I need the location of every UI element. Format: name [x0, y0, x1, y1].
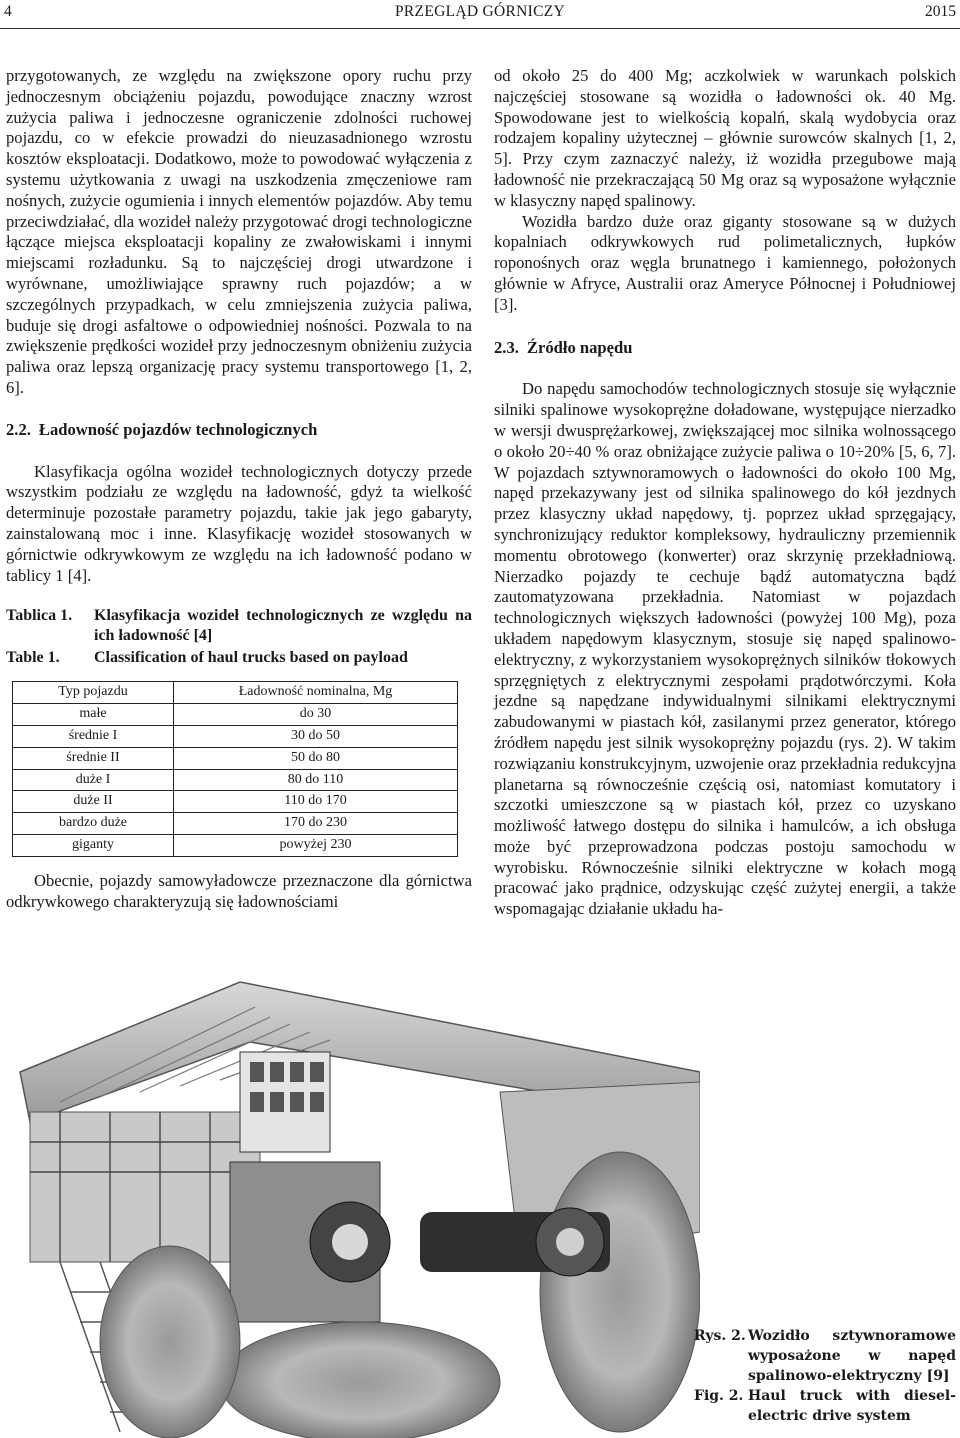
table-title-pl: Klasyfikacja wozideł technologicznych ze względu na ich ładowność [4] [94, 607, 472, 645]
journal-title: PRZEGLĄD GÓRNICZY [395, 3, 565, 20]
section-number: 2.3. [494, 337, 519, 357]
paragraph: przygotowanych, ze względu na zwiększone opory ruchu przy jednoczesnym obciążeniu pojazdu, powodujące znaczny wzrost zużycia paliwa i jednoczesne ograniczenie zdolności ruchowej pojazdu, co w efekcie prowadzi do nieuzasadnionego wzrostu kosztów eksploatacji. Dodatkowo, może to powodować wyłączenia z systemu użytkowania z uwagi na uszkodzenia zmęczeniowe ram nośnych, zużycie ogumienia i innych elementów pojazdów. Aby temu przeciwdziałać, dla wozideł należy przygotować drogi technologiczne łączące miejsca eksploatacji kopaliny ze zwałowiskami i innymi miejscami rozładunku. Są to najczęściej drogi utwardzone i wyrównane, umożliwiające sprawny ruch pojazdów; a w szczególnych przypadkach, w celu zmniejszenia zużycia paliwa, buduje się drogi asfaltowe o odpowiedniej nośności. Pozwala to na zwiększenie prędkości wozideł przy jednoczesnym obniżeniu zużycia paliwa oraz lepszą organizację pracy systemu transportowego [1, 2, 6]. [6, 66, 472, 397]
table-row [13, 704, 458, 726]
figure-label-en: Fig. 2. [694, 1388, 744, 1404]
table-label-en: Table 1. [6, 649, 60, 667]
table-cell: 50 do 80 [174, 747, 458, 769]
paragraph: Do napędu samochodów technologicznych stosuje się wyłącznie silniki spalinowe wysokoprężne doładowane, występujące nierzadko w wersji dwusprężarkowej, zwiększającej moc silnika wolnossącego o około 20÷40 % oraz obniżające zużycie paliwa o 10÷20% [5, 6, 7]. W pojazdach sztywnoramowych o ładowności do około 100 Mg, napęd przekazywany jest od silnika spalinowego do kół jezdnych przez klasyczny układ napędowy, tj. poprzez układ sprzęgający, synchronizujący reduktor kompleksowy, hydrauliczny przemiennik momentu obrotowego (konwerter) oraz skrzynię przekładniową. Nierzadko pojazdy te cechuje bądź automatyczna bądź zautomatyzowana przekładnia. Natomiast w pojazdach technologicznych większych ładowności (powyżej 100 Mg), poza układem napędowym klasycznym, stosuje się napęd spalinowo-elektryczny, z wykorzystaniem wysokoprężnych silników tłokowych sprzęgniętych z elektrycznymi zespołami prądotwórczymi. Koła jezdne są napędzane indywidualnymi silnikami elektrycznymi zabudowanymi w piastach kół, zasilanymi przez generator, którego źródłem napędu jest silnik wysokoprężny pojazdu (rys. 2). W takim rozwiązaniu konstrukcyjnym, uzwojenie oraz przekładnia redukcyjna planetarna są równocześnie częścią osi, natomiast komutatory i szczotki umieszczone są w piastach kół, przez co uzyskano możliwość łatwego dostępu do silnika i hamulców, a ich obsługa może być przeprowadzona podczas postoju samochodu w wyrobisku. Równocześnie silniki elektryczne w kołach mogą pracować jako prądnice, odzyskując część zużytej energii, a także wspomagając działanie układu ha- [494, 379, 956, 919]
page-header [0, 0, 960, 29]
section-heading-2-2 [6, 420, 472, 441]
figure-title-en: Haul truck with diesel-electric drive system [748, 1388, 956, 1424]
table-cell: 30 do 50 [174, 725, 458, 747]
table-cell: 170 do 230 [174, 813, 458, 835]
table-title-en: Classification of haul trucks based on payload [94, 649, 408, 667]
figure-label-pl: Rys. 2. [694, 1328, 746, 1344]
table-cell: powyżej 230 [174, 834, 458, 856]
paragraph: Klasyfikacja ogólna wozideł technologicznych dotyczy przede wszystkim podziału ze względu na ładowność, gdyż ta wielkość determinuje pozostałe parametry pojazdu, takie jak jego gabaryty, zainstalowaną moc i inne. Klasyfikację wozideł stosowanych w górnictwie odkrywkowym ze względu na ich ładowność podano w tablicy 1 [4]. [6, 461, 472, 585]
table-cell: bardzo duże [13, 813, 174, 835]
section-title: Ładowność pojazdów technologicznych [38, 419, 318, 439]
table-row [13, 791, 458, 813]
right-column [494, 66, 956, 920]
table-cell: giganty [13, 834, 174, 856]
table-row [13, 769, 458, 791]
table-row [13, 747, 458, 769]
table-cell: duże I [13, 769, 174, 791]
table-cell: do 30 [174, 704, 458, 726]
table-row [13, 813, 458, 835]
table-cell: średnie II [13, 747, 174, 769]
paragraph: od około 25 do 400 Mg; aczkolwiek w warunkach polskich najczęściej stosowane są wozidła o ładowności ok. 40 Mg. Spowodowane jest to wielkością kopalń, skalą wydobycia oraz rodzajem kopaliny użytecznej – głównie surowców skalnych [1, 2, 5]. Przy czym zaznaczyć należy, iż wozidła przegubowe mają ładowność nie przekraczającą 50 Mg oraz są wyposażone wyłącznie w klasyczny napęd spalinowy. [494, 66, 956, 210]
table-cell: 110 do 170 [174, 791, 458, 813]
paragraph: Obecnie, pojazdy samowyładowcze przeznaczone dla górnictwa odkrywkowego charakteryzują się ładownościami [6, 870, 472, 911]
section-title: Źródło napędu [526, 337, 633, 357]
table-cell: średnie I [13, 725, 174, 747]
table-row [13, 834, 458, 856]
column-header: Ładowność nominalna, Mg [174, 682, 458, 704]
paragraph: Wozidła bardzo duże oraz giganty stosowane są w dużych kopalniach odkrywkowych rud polimetalicznych, łupków roponośnych oraz węgla brunatnego i kamiennego, położonych głównie w Afryce, Australii oraz Ameryce Północnej i Południowej [3]. [494, 211, 956, 314]
section-number: 2.2. [6, 419, 31, 439]
table-label-pl: Tablica 1. [6, 607, 73, 625]
publication-year: 2015 [925, 3, 956, 20]
payload-classification-table [12, 681, 458, 856]
column-header: Typ pojazdu [13, 682, 174, 704]
figure-caption [694, 1326, 956, 1426]
figure-title-pl: Wozidło sztywnoramowe wyposażone w napęd spalinowo-elektryczny [9] [748, 1328, 956, 1384]
table-cell: 80 do 110 [174, 769, 458, 791]
table-caption [6, 606, 472, 668]
left-column [6, 66, 472, 912]
table-row [13, 725, 458, 747]
table-cell: małe [13, 704, 174, 726]
table-header-row [13, 682, 458, 704]
page-number: 4 [4, 3, 12, 20]
haul-truck-image [0, 962, 700, 1438]
table-cell: duże II [13, 791, 174, 813]
section-heading-2-3 [494, 338, 956, 359]
